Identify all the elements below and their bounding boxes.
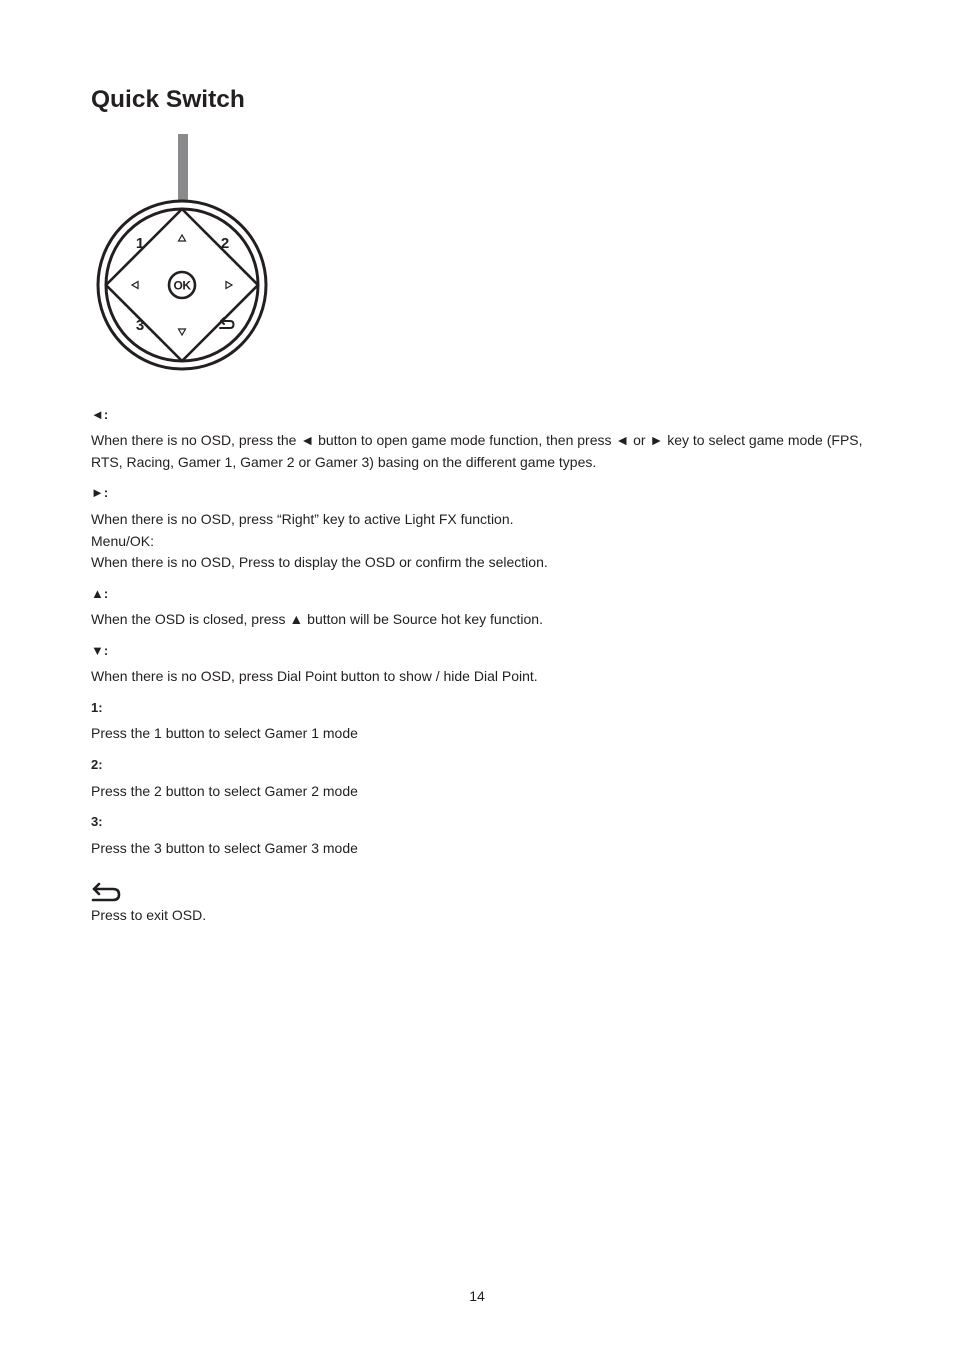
section-right-label: ►: <box>91 485 109 500</box>
section-down-text: When there is no OSD, press Dial Point button to show / hide Dial Point. <box>91 668 538 684</box>
section-1-text: Press the 1 button to select Gamer 1 mode <box>91 725 358 741</box>
return-icon <box>91 882 123 904</box>
dial-button-1[interactable]: 1 <box>135 235 145 252</box>
page-title: Quick Switch <box>91 86 245 113</box>
section-up-text: When the OSD is closed, press ▲ button will be Source hot key function. <box>91 611 543 627</box>
page-number: 14 <box>469 1288 485 1304</box>
section-right-text: When there is no OSD, press “Right” key to active Light FX function. <box>91 511 514 527</box>
section-1-label: 1: <box>91 700 103 715</box>
section-3-text: Press the 3 button to select Gamer 3 mode <box>91 840 358 856</box>
menu-ok-heading: Menu/OK: <box>91 533 155 549</box>
section-down-label: ▼: <box>91 643 109 658</box>
section-left-label: ◄: <box>91 407 109 422</box>
menu-ok-text: When there is no OSD, Press to display the OSD or confirm the selection. <box>91 554 548 570</box>
section-2-label: 2: <box>91 757 103 772</box>
dial-button-3[interactable]: 3 <box>135 317 145 334</box>
joystick-stem <box>178 134 188 202</box>
section-left-text: When there is no OSD, press the ◄ button to open game mode function, then press ◄ or ► key to select game mode (FPS, RTS, Racing, Gamer 1, Gamer 2 or Gamer 3) basing on the different game types. <box>91 432 863 470</box>
section-2-text: Press the 2 button to select Gamer 2 mode <box>91 783 358 799</box>
section-up-label: ▲: <box>91 586 109 601</box>
section-exit-text: Press to exit OSD. <box>91 907 207 923</box>
ok-label: OK <box>173 278 191 293</box>
section-3-label: 3: <box>91 814 103 829</box>
control-dial-diagram <box>91 134 271 374</box>
dial-button-2[interactable]: 2 <box>220 235 230 252</box>
